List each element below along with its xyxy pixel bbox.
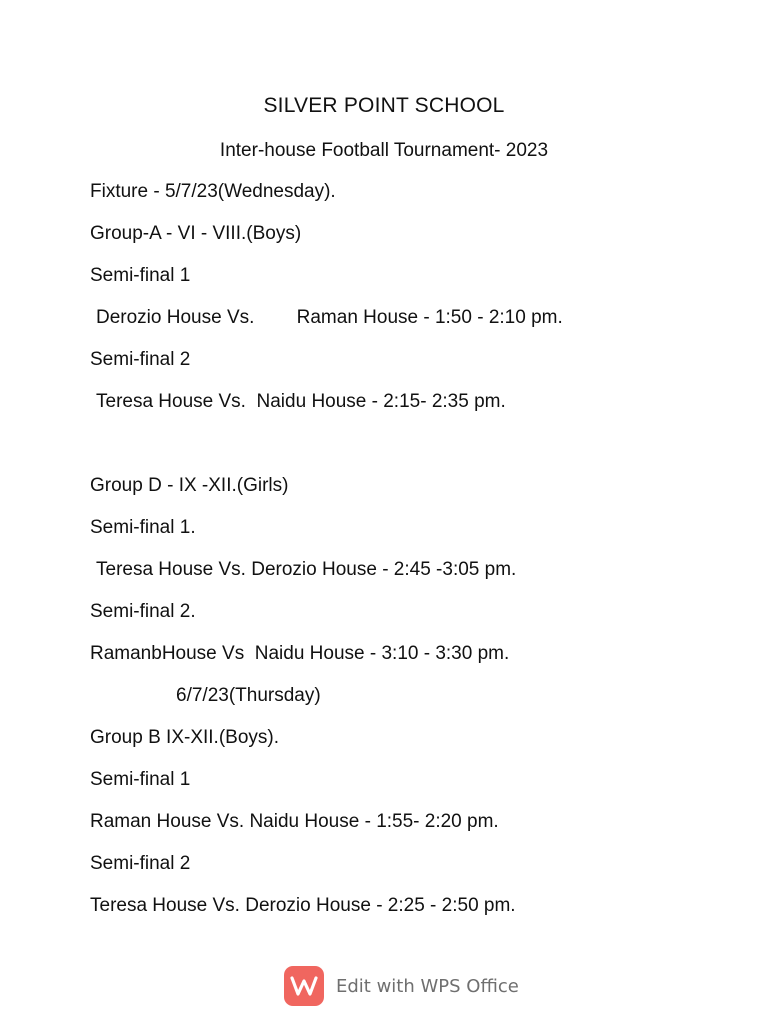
edit-with-wps-button[interactable] [284,965,519,1007]
group-a-semifinal-1-label: Semi-final 1 [90,265,191,286]
fixture-date-thursday: 6/7/23(Thursday) [176,685,321,706]
group-d-heading: Group D - IX -XII.(Girls) [90,475,289,496]
group-a-semifinal-2-match: Teresa House Vs. Naidu House - 2:15- 2:35 pm. [96,391,506,412]
group-d-semifinal-2-label: Semi-final 2. [90,601,196,622]
edit-with-wps-label: Edit with WPS Office [336,975,519,997]
fixture-date-wednesday: Fixture - 5/7/23(Wednesday). [90,181,336,202]
group-d-semifinal-2-match: RamanbHouse Vs Naidu House - 3:10 - 3:30 pm. [90,643,510,664]
group-a-semifinal-1-match: Derozio House Vs. Raman House - 1:50 - 2:10 pm. [96,307,563,328]
group-d-semifinal-1-match: Teresa House Vs. Derozio House - 2:45 -3:05 pm. [96,559,517,580]
group-b-semifinal-1-match: Raman House Vs. Naidu House - 1:55- 2:20 pm. [90,811,499,832]
group-b-semifinal-2-label: Semi-final 2 [90,853,191,874]
group-b-semifinal-1-label: Semi-final 1 [90,769,191,790]
school-title: SILVER POINT SCHOOL [263,94,505,117]
group-d-semifinal-1-label: Semi-final 1. [90,517,196,538]
group-b-heading: Group B IX-XII.(Boys). [90,727,279,748]
group-a-semifinal-2-label: Semi-final 2 [90,349,191,370]
tournament-subtitle: Inter-house Football Tournament- 2023 [219,140,549,161]
group-b-semifinal-2-match: Teresa House Vs. Derozio House - 2:25 - 2:50 pm. [90,895,516,916]
group-a-heading: Group-A - VI - VIII.(Boys) [90,223,302,244]
wps-office-logo-icon [284,966,324,1006]
